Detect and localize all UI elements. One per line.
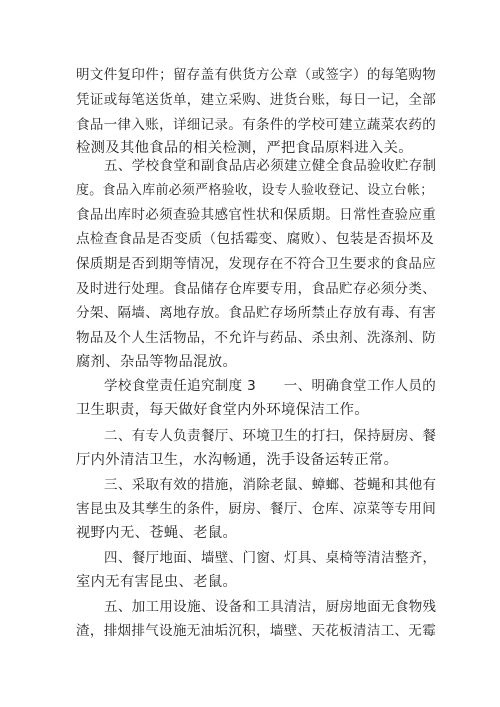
text-line: 度。食品入库前必须严格验收，设专人验收登记、设立台帐；	[76, 183, 434, 198]
paragraph-first-line: 四、餐厅地面、墙壁、门窗、灯具、桌椅等清洁整齐，	[104, 550, 437, 566]
text-line: 厅内外清洁卫生，水沟畅通，洗手设备运转正常。	[76, 452, 399, 468]
paragraph-first-line: 五、加工用设施、设备和工具清洁，厨房地面无食物残	[104, 599, 437, 615]
paragraph-first-line: 二、有专人负责餐厅、环境卫生的打扫，保持厨房、餐	[104, 428, 437, 444]
text-line: 害昆虫及其孳生的条件，厨房、餐厅、仓库、凉菜等专用间	[76, 501, 437, 517]
text-line: 保质期是否到期等情况，发现存在不符合卫生要求的食品应	[76, 256, 437, 272]
text-line: 明文件复印件；留存盖有供货方公章（或签字）的每笔购物	[76, 67, 437, 83]
paragraph-first-line: 五、学校食堂和副食品店必须建立健全食品验收贮存制	[104, 158, 437, 174]
text-line: 食品出库时必须查验其感官性状和保质期。日常性查验应重	[76, 207, 437, 223]
text-line: 分架、隔墙、离地存放。食品贮存场所禁止存放有毒、有害	[76, 305, 437, 321]
text-line: 点检查食品是否变质（包括霉变、腐败）、包装是否损坏及	[76, 231, 435, 247]
text-line: 腐剂、杂品等物品混放。	[76, 354, 238, 370]
text-line: 检测及其他食品的相关检测，严把食品原料进入关。	[76, 140, 413, 156]
paragraph-first-line: 三、采取有效的措施，消除老鼠、蟑螂、苍蝇和其他有	[104, 477, 437, 493]
text-line: 渣，排烟排气设施无油垢沉积，墙壁、天花板清洁工、无霉	[76, 623, 437, 639]
text-line: 食品一律入账，详细记录。有条件的学校可建立蔬菜农药的	[76, 117, 437, 133]
section-heading-line: 学校食堂责任追究制度 3 一、明确食堂工作人员的	[104, 378, 437, 394]
text-line: 室内无有害昆虫、老鼠。	[76, 574, 238, 590]
text-line: 卫生职责，每天做好食堂内外环境保洁工作。	[76, 402, 369, 418]
text-line: 凭证或每笔送货单，建立采购、进货台账，每日一记，全部	[76, 92, 437, 108]
text-line: 物品及个人生活物品，不允许与药品、杀虫剂、洗涤剂、防	[76, 330, 437, 346]
text-line: 视野内无、苍蝇、老鼠。	[76, 525, 238, 541]
text-line: 及时进行处理。食品储存仓库要专用，食品贮存必须分类、	[76, 281, 437, 297]
